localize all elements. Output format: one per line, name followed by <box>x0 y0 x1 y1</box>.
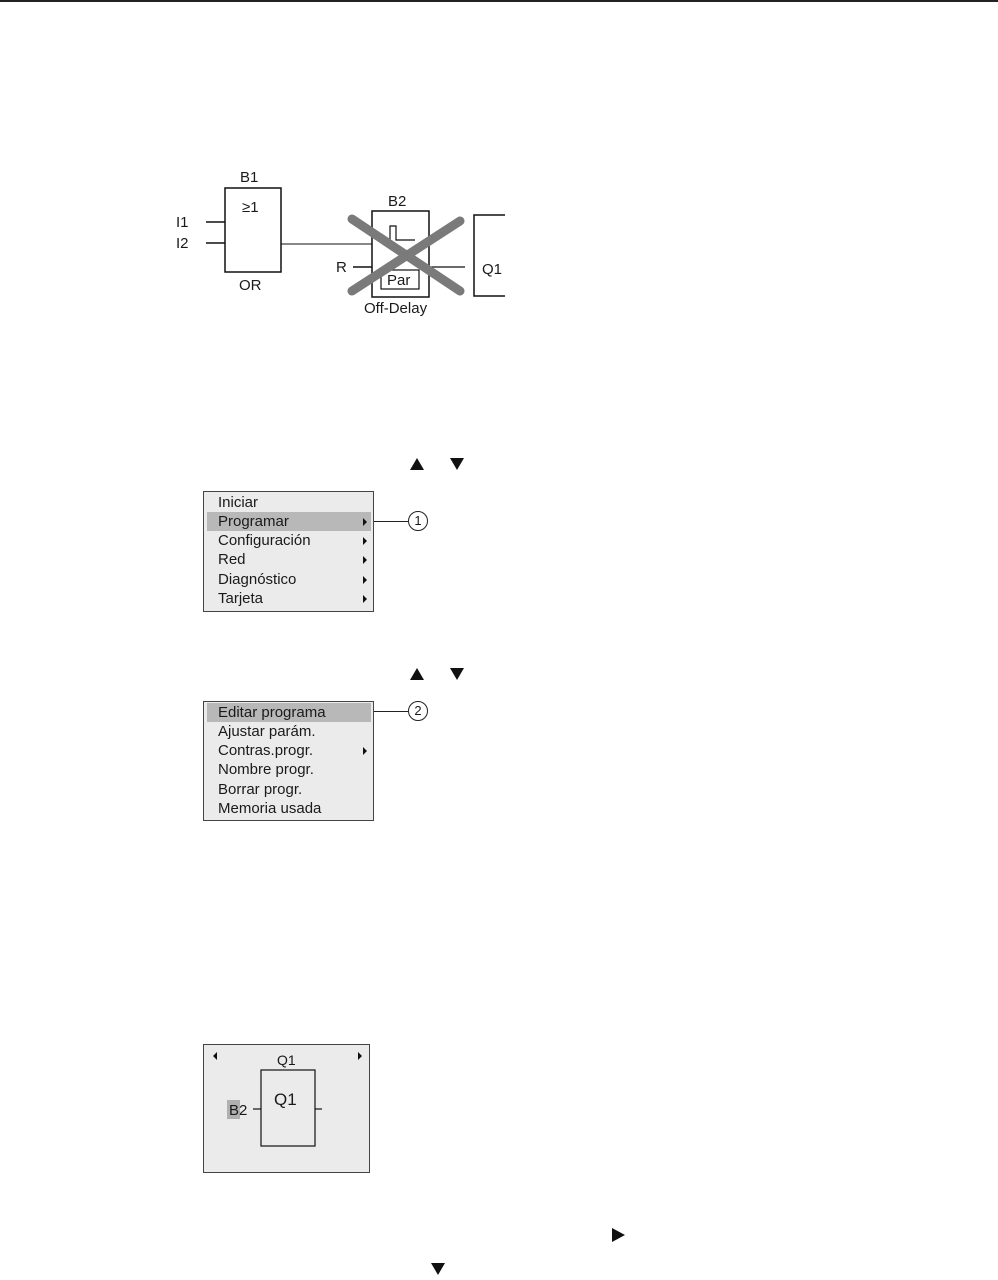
menu-item-label: Programar <box>218 513 289 530</box>
output-q1: Q1 <box>482 261 503 278</box>
callout-leader-2 <box>374 711 408 712</box>
program-menu-display <box>203 701 374 821</box>
input-connector-2: 2 <box>239 1102 248 1119</box>
circuit-diagram <box>160 160 520 320</box>
callout-1: 1 <box>408 511 428 531</box>
scroll-left-icon <box>213 1052 217 1060</box>
editor-canvas <box>204 1045 369 1172</box>
submenu-arrow-icon <box>363 595 367 603</box>
menu-item-tarjeta[interactable] <box>207 589 371 608</box>
off-delay-pulse-icon <box>386 226 415 240</box>
input-i2: I2 <box>176 235 189 252</box>
menu-item-ajustar-param[interactable] <box>207 722 371 741</box>
program-editor-display <box>203 1044 370 1173</box>
menu-item-memoria-usada[interactable] <box>207 799 371 818</box>
menu-item-label: Borrar progr. <box>218 781 303 798</box>
menu-item-nombre-progr[interactable] <box>207 760 371 779</box>
down-arrow-key-icon <box>450 668 464 680</box>
menu-item-diagnostico[interactable] <box>207 570 371 589</box>
submenu-arrow-icon <box>363 537 367 545</box>
menu-item-borrar-progr[interactable] <box>207 780 371 799</box>
menu-item-editar-programa[interactable] <box>207 703 371 722</box>
input-connector-b: B <box>229 1102 240 1119</box>
menu-item-label: Ajustar parám. <box>218 723 316 740</box>
submenu-arrow-icon <box>363 556 367 564</box>
right-arrow-key-icon <box>612 1228 625 1242</box>
b2-param: Par <box>387 272 411 289</box>
up-arrow-key-icon <box>410 668 424 680</box>
down-arrow-key-icon <box>450 458 464 470</box>
callout-2: 2 <box>408 701 428 721</box>
up-arrow-key-icon <box>410 458 424 470</box>
scroll-right-icon <box>358 1052 362 1060</box>
editor-header: Q1 <box>277 1052 296 1068</box>
menu-item-label: Contras.progr. <box>218 742 314 759</box>
b2-type: Off-Delay <box>364 300 428 317</box>
menu-item-label: Red <box>218 551 246 568</box>
input-i1: I1 <box>176 214 189 231</box>
output-block-label: Q1 <box>274 1090 297 1109</box>
menu-item-label: Nombre progr. <box>218 761 314 778</box>
menu-item-label: Iniciar <box>218 494 259 511</box>
menu-item-label: Editar programa <box>218 704 326 721</box>
down-arrow-key-icon <box>431 1263 445 1275</box>
menu-item-red[interactable] <box>207 550 371 569</box>
menu-item-label: Diagnóstico <box>218 571 297 588</box>
b2-label: B2 <box>388 193 407 210</box>
callout-leader-1 <box>374 521 408 522</box>
menu-item-label: Tarjeta <box>218 590 264 607</box>
b1-type: OR <box>239 277 262 294</box>
submenu-arrow-icon <box>363 576 367 584</box>
menu-item-contras-progr[interactable] <box>207 741 371 760</box>
reset-input: R <box>336 259 347 276</box>
b1-symbol: ≥1 <box>242 199 259 216</box>
submenu-arrow-icon <box>363 747 367 755</box>
menu-item-configuracion[interactable] <box>207 531 371 550</box>
b1-label: B1 <box>240 169 259 186</box>
page-top-rule <box>0 0 998 2</box>
main-menu-display <box>203 491 374 612</box>
menu-item-programar[interactable] <box>207 512 371 531</box>
menu-item-iniciar[interactable] <box>207 493 371 512</box>
menu-item-label: Configuración <box>218 532 311 549</box>
menu-item-label: Memoria usada <box>218 800 322 817</box>
submenu-arrow-icon <box>363 518 367 526</box>
